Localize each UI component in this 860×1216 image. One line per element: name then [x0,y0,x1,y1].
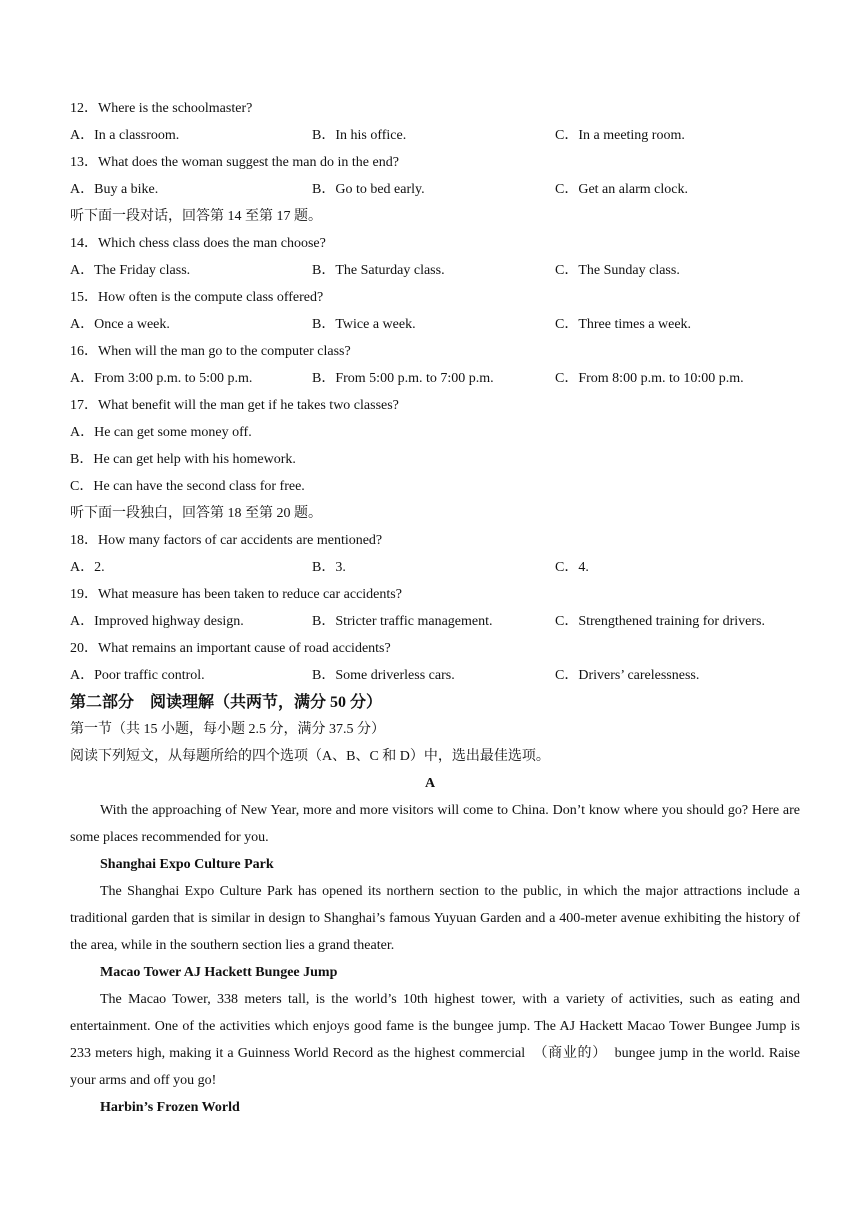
instruction-14-17: 听下面一段对话，回答第 14 至第 17 题。 [70,209,322,224]
option-b: B．In his office. [312,128,407,143]
instruction-18-20: 听下面一段独白，回答第 18 至第 20 题。 [70,506,322,521]
options-13 [70,176,800,203]
option-a: A．From 3:00 p.m. to 5:00 p.m. [70,371,253,386]
question-19: 19．What measure has been taken to reduce car accidents? [70,587,402,602]
option-17-b: B．He can get help with his homework. [70,452,296,467]
options-12 [70,122,800,149]
option-a: A．2. [70,560,105,575]
intro-paragraph: With the approaching of New Year, more and more visitors will come to China. Don’t know where you should go? Here are some places recommended for you. [70,803,800,845]
option-c: C．Strengthened training for drivers. [555,614,765,629]
options-19 [70,608,800,635]
question-13: 13．What does the woman suggest the man do in the end? [70,155,399,170]
option-b: B．Go to bed early. [312,182,425,197]
place2-text: The Macao Tower, 338 meters tall, is the world’s 10th highest tower, with a variety of activities, such as eating and entertainment. One of the activities which enjoys good fame is the bungee jump. The AJ Hackett Macao Tower Bungee Jump is 233 meters high, making it a Guinness World Record as the highest commercial （商业的） bungee jump in the world. Raise your arms and off you go! [70,992,800,1088]
question-12: 12．Where is the schoolmaster? [70,101,253,116]
option-b: B．Twice a week. [312,317,416,332]
place2-title: Macao Tower AJ Hackett Bungee Jump [100,965,338,980]
reading-instruction: 阅读下列短文，从每题所给的四个选项（A、B、C 和 D）中，选出最佳选项。 [70,749,550,764]
option-17-c: C．He can have the second class for free. [70,479,305,494]
option-c: C．In a meeting room. [555,128,685,143]
part2-heading: 第二部分 阅读理解（共两节，满分 50 分） [70,694,383,711]
options-15 [70,311,800,338]
question-20: 20．What remains an important cause of road accidents? [70,641,391,656]
option-c: C．4. [555,560,589,575]
place1-title: Shanghai Expo Culture Park [100,857,274,872]
option-a: A．The Friday class. [70,263,191,278]
option-a: A．In a classroom. [70,128,180,143]
passage-label: A [424,776,436,791]
option-c: C．From 8:00 p.m. to 10:00 p.m. [555,371,744,386]
option-b: B．Some driverless cars. [312,668,455,683]
options-14 [70,257,800,284]
options-18 [70,554,800,581]
question-18: 18．How many factors of car accidents are mentioned? [70,533,383,548]
section1-info: 第一节（共 15 小题，每小题 2.5 分，满分 37.5 分） [70,722,385,737]
option-b: B．The Saturday class. [312,263,445,278]
option-c: C．The Sunday class. [555,263,680,278]
question-17: 17．What benefit will the man get if he takes two classes? [70,398,399,413]
option-c: C．Three times a week. [555,317,692,332]
option-17-a: A．He can get some money off. [70,425,252,440]
option-a: A．Improved highway design. [70,614,244,629]
option-a: A．Poor traffic control. [70,668,205,683]
option-b: B．3. [312,560,346,575]
place1-text: The Shanghai Expo Culture Park has opened its northern section to the public, in which the major attractions include a traditional garden that is similar in design to Shanghai’s famous Yuyuan Garden and a 400-meter avenue exhibiting the history of the area, while in the southern section lies a grand theater. [70,884,800,953]
question-14: 14．Which chess class does the man choose? [70,236,326,251]
option-c: C．Drivers’ carelessness. [555,668,700,683]
options-20 [70,662,800,689]
options-16 [70,365,800,392]
option-a: A．Buy a bike. [70,182,159,197]
option-a: A．Once a week. [70,317,170,332]
question-15: 15．How often is the compute class offered? [70,290,324,305]
option-b: B．Stricter traffic management. [312,614,493,629]
question-16: 16．When will the man go to the computer class? [70,344,351,359]
option-b: B．From 5:00 p.m. to 7:00 p.m. [312,371,494,386]
place3-title: Harbin’s Frozen World [100,1100,240,1115]
option-c: C．Get an alarm clock. [555,182,688,197]
